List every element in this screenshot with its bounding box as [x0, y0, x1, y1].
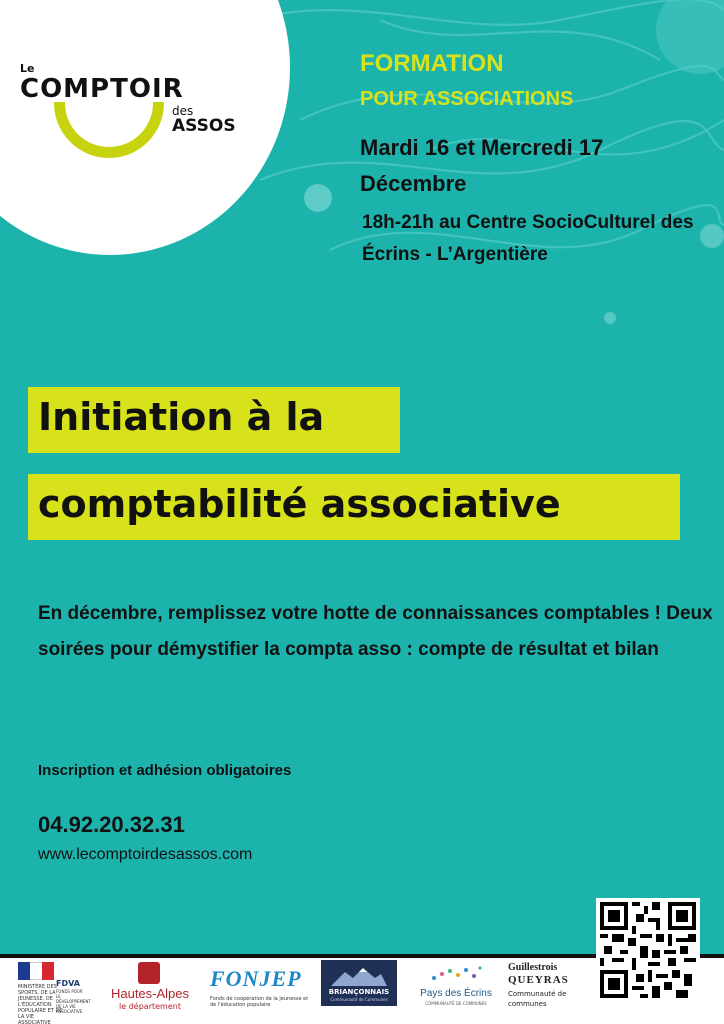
fonjep-name: FONJEP [210, 966, 302, 991]
smile-icon [54, 102, 164, 158]
hautes-alpes-sub: le département [119, 1002, 181, 1011]
french-flag-icon [18, 962, 54, 980]
guillestrois-name: Guillestrois [508, 962, 558, 973]
guillestrois-queyras-logo [508, 962, 588, 1018]
ministere-fdva-logo [18, 962, 91, 1024]
kicker-formation: FORMATION [360, 50, 504, 77]
ministere-title: MINISTÈRE DES SPORTS, DE LA JEUNESSE, DE L'ÉDUCATION POPULAIRE ET DE LA VIE ASSOCIATIVE [18, 984, 63, 1024]
phone-number[interactable]: 04.92.20.32.31 [38, 812, 185, 837]
logo-comptoir: COMPTOIR [20, 74, 184, 104]
event-dates: Mardi 16 et Mercredi 17 Décembre [360, 135, 604, 196]
event-description: En décembre, remplissez votre hotte de connaissances comptables ! Deux soirées pour démystifier la compta asso : compte de résultat et bilan [38, 603, 713, 660]
pays-des-ecrins-sub: COMMUNAUTÉ DE COMMUNES [425, 1001, 487, 1006]
guillestrois-sub: Communauté de communes [508, 990, 567, 1008]
website-link[interactable]: www.lecomptoirdesassos.com [38, 846, 253, 863]
pays-des-ecrins-name: Pays des Écrins [420, 988, 492, 999]
hautes-alpes-logo [106, 962, 196, 1016]
hautes-alpes-emblem-icon [138, 962, 160, 984]
hautes-alpes-name: Hautes-Alpes [110, 986, 190, 1001]
logo-assos: ASSOS [172, 116, 236, 136]
brianconnais-sub: Communauté de Communes [330, 997, 388, 1002]
qr-code-icon[interactable] [596, 898, 700, 1002]
fonjep-logo [210, 962, 310, 1016]
title-line-2: comptabilité associative [38, 482, 561, 526]
fdva-subtitle: FONDS POUR LE DÉVELOPPEMENT DE LA VIE ASSOCIATIVE [56, 989, 91, 1014]
brianconnais-logo [321, 960, 397, 1006]
registration-notice: Inscription et adhésion obligatoires [38, 762, 292, 779]
logo-des: des [172, 104, 194, 118]
title-line-1: Initiation à la [38, 395, 325, 439]
kicker-associations: POUR ASSOCIATIONS [360, 88, 574, 110]
fonjep-sub: Fonds de coopération de la jeunesse et de l'éducation populaire [210, 996, 309, 1008]
pays-des-ecrins-logo [418, 962, 494, 1016]
logo-le: Le [20, 62, 35, 75]
birds-icon [426, 964, 486, 986]
queyras-name: QUEYRAS [508, 974, 569, 986]
fdva-label: FDVA [56, 979, 80, 988]
mountain-icon [331, 966, 387, 986]
event-place: 18h-21h au Centre SocioCulturel des Écrins - L’Argentière [362, 212, 694, 265]
comptoir-logo [20, 62, 260, 162]
brianconnais-name: BRIANÇONNAIS [328, 988, 390, 996]
